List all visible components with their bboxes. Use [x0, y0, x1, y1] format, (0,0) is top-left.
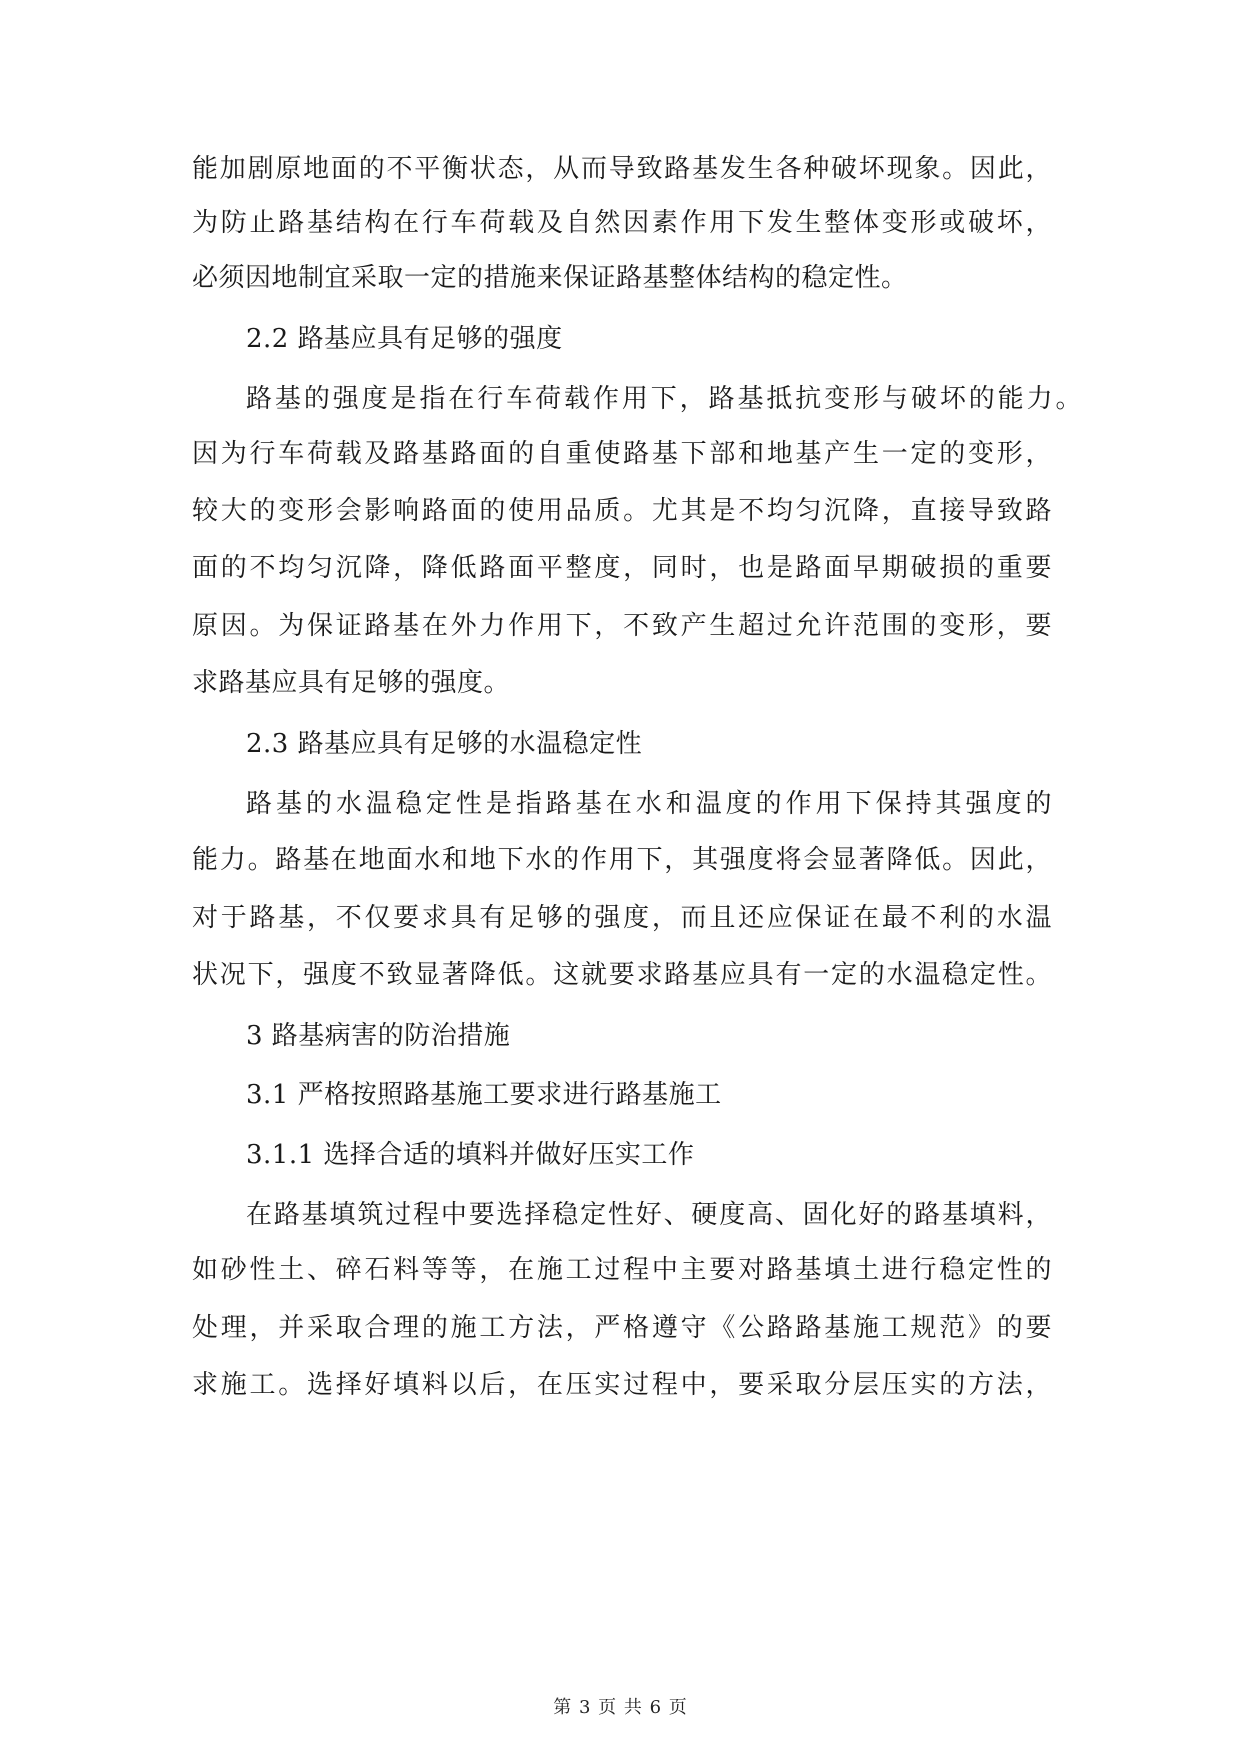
text-line: 能力。路基在地面水和地下水的作用下，其强度将会显著降低。因此，: [192, 845, 1052, 875]
section-heading-3: 3 路基病害的防治措施: [246, 1021, 511, 1051]
section-heading-3-1-1: 3.1.1 选择合适的填料并做好压实工作: [246, 1140, 695, 1170]
text-line: 状况下，强度不致显著降低。这就要求路基应具有一定的水温稳定性。: [192, 960, 1052, 990]
text-line: 处理，并采取合理的施工方法，严格遵守《公路路基施工规范》的要: [192, 1313, 1052, 1343]
section-heading-2-3: 2.3 路基应具有足够的水温稳定性: [246, 729, 643, 759]
section-heading-2-2: 2.2 路基应具有足够的强度: [246, 324, 563, 354]
text-line: 必须因地制宜采取一定的措施来保证路基整体结构的稳定性。: [192, 263, 908, 293]
text-line: 对于路基，不仅要求具有足够的强度，而且还应保证在最不利的水温: [192, 903, 1052, 933]
section-heading-3-1: 3.1 严格按照路基施工要求进行路基施工: [246, 1080, 722, 1110]
text-line: 路基的强度是指在行车荷载作用下，路基抵抗变形与破坏的能力。: [246, 384, 1082, 414]
text-line: 在路基填筑过程中要选择稳定性好、硬度高、固化好的路基填料，: [246, 1200, 1052, 1230]
text-line: 路基的水温稳定性是指路基在水和温度的作用下保持其强度的: [246, 789, 1052, 819]
text-line: 为防止路基结构在行车荷载及自然因素作用下发生整体变形或破坏，: [192, 208, 1052, 238]
text-line: 求施工。选择好填料以后，在压实过程中，要采取分层压实的方法，: [192, 1370, 1052, 1400]
text-line: 面的不均匀沉降，降低路面平整度，同时，也是路面早期破损的重要: [192, 553, 1052, 583]
text-line: 如砂性土、碎石料等等，在施工过程中主要对路基填土进行稳定性的: [192, 1255, 1052, 1285]
text-line: 因为行车荷载及路基路面的自重使路基下部和地基产生一定的变形，: [192, 439, 1052, 469]
text-line: 求路基应具有足够的强度。: [192, 668, 511, 698]
text-line: 能加剧原地面的不平衡状态，从而导致路基发生各种破坏现象。因此，: [192, 154, 1052, 184]
text-line: 较大的变形会影响路面的使用品质。尤其是不均匀沉降，直接导致路: [192, 496, 1052, 526]
page-number-footer: 第 3 页 共 6 页: [553, 1697, 688, 1718]
text-line: 原因。为保证路基在外力作用下，不致产生超过允许范围的变形，要: [192, 611, 1052, 641]
